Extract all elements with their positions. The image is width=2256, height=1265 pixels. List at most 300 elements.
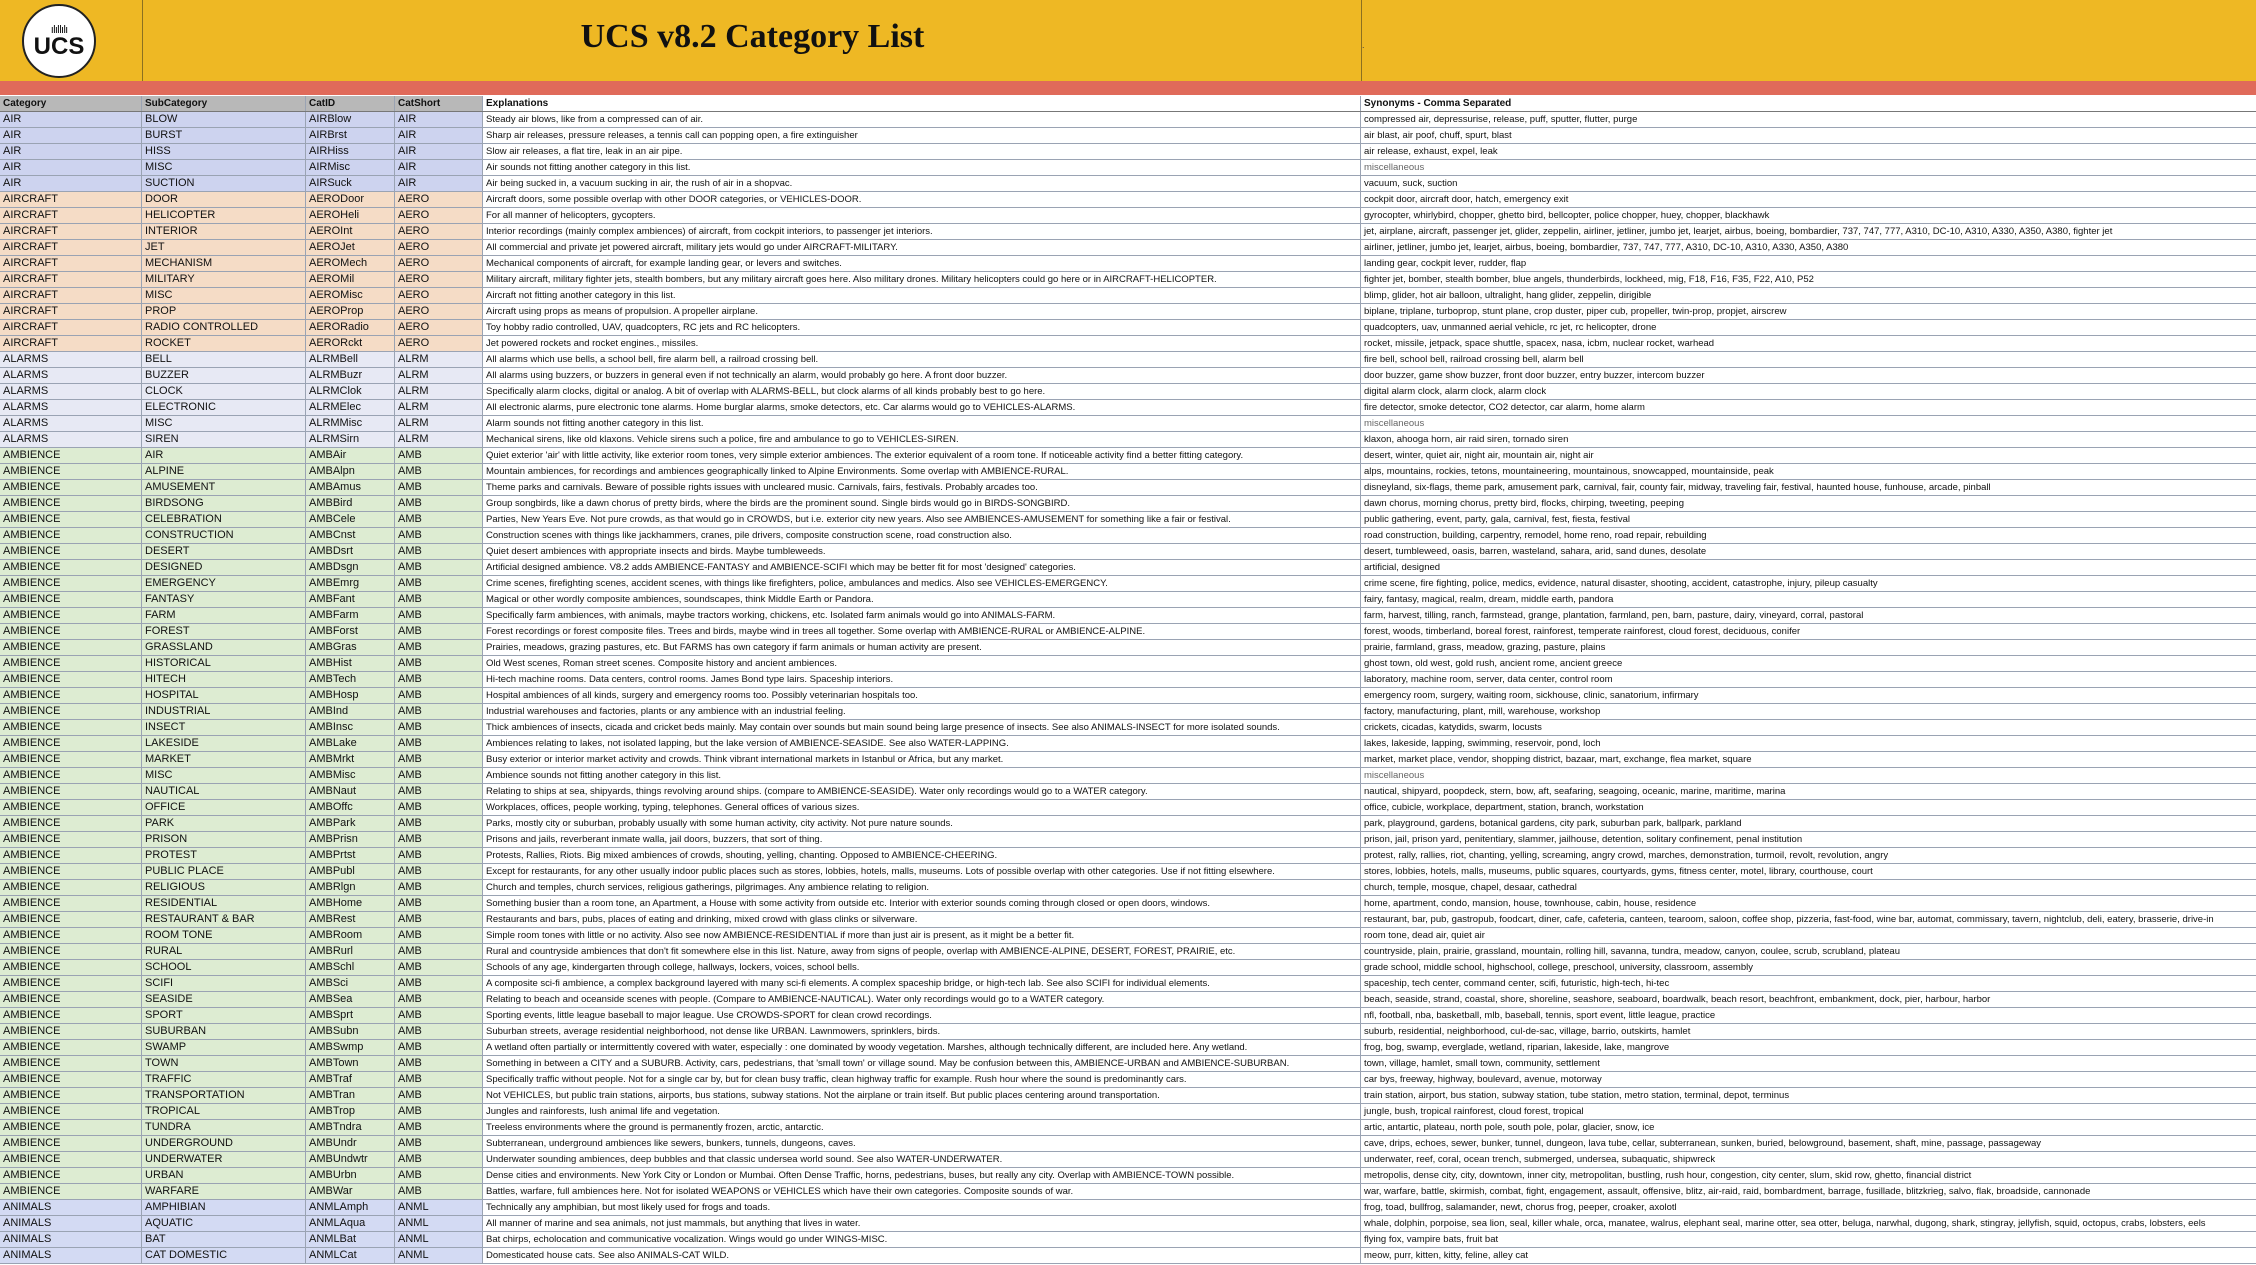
subcategory-cell[interactable]: RESTAURANT & BAR [142, 912, 306, 927]
subcategory-cell[interactable]: BURST [142, 128, 306, 143]
explanation-cell[interactable]: Battles, warfare, full ambiences here. Not for isolated WEAPONS or VEHICLES which have their own categories. Composite sounds of war. [483, 1184, 1361, 1199]
category-cell[interactable]: AMBIENCE [0, 448, 142, 463]
catshort-cell[interactable]: AMB [395, 1056, 483, 1071]
category-cell[interactable]: AMBIENCE [0, 880, 142, 895]
subcategory-cell[interactable]: MISC [142, 768, 306, 783]
explanation-cell[interactable]: Forest recordings or forest composite files. Trees and birds, maybe wind in trees all together. Some overlap with AMBIENCE-RURAL or AMBIENCE-ALPINE. [483, 624, 1361, 639]
catshort-cell[interactable]: AMB [395, 656, 483, 671]
explanation-cell[interactable]: Treeless environments where the ground is permanently frozen, arctic, antarctic. [483, 1120, 1361, 1135]
column-header-subcategory[interactable]: SubCategory [142, 96, 306, 111]
synonyms-cell[interactable]: crime scene, fire fighting, police, medics, evidence, natural disaster, shooting, accident, catastrophe, injury, pileup casualty [1361, 576, 2256, 591]
catshort-cell[interactable]: ANML [395, 1216, 483, 1231]
category-cell[interactable]: AIRCRAFT [0, 320, 142, 335]
explanation-cell[interactable]: Mechanical sirens, like old klaxons. Vehicle sirens such a police, fire and ambulance to go to VEHICLES-SIREN. [483, 432, 1361, 447]
subcategory-cell[interactable]: DESIGNED [142, 560, 306, 575]
category-cell[interactable]: AMBIENCE [0, 464, 142, 479]
catid-cell[interactable]: AMBTran [306, 1088, 395, 1103]
category-cell[interactable]: AIRCRAFT [0, 336, 142, 351]
subcategory-cell[interactable]: CONSTRUCTION [142, 528, 306, 543]
catshort-cell[interactable]: AMB [395, 864, 483, 879]
catid-cell[interactable]: AMBTown [306, 1056, 395, 1071]
synonyms-cell[interactable]: forest, woods, timberland, boreal forest, rainforest, temperate rainforest, cloud forest, deciduous, conifer [1361, 624, 2256, 639]
category-cell[interactable]: AMBIENCE [0, 1040, 142, 1055]
subcategory-cell[interactable]: EMERGENCY [142, 576, 306, 591]
catid-cell[interactable]: AMBEmrg [306, 576, 395, 591]
synonyms-cell[interactable]: lakes, lakeside, lapping, swimming, reservoir, pond, loch [1361, 736, 2256, 751]
catid-cell[interactable]: ANMLCat [306, 1248, 395, 1263]
synonyms-cell[interactable]: office, cubicle, workplace, department, station, branch, workstation [1361, 800, 2256, 815]
catshort-cell[interactable]: AIR [395, 144, 483, 159]
catshort-cell[interactable]: AMB [395, 752, 483, 767]
category-cell[interactable]: AMBIENCE [0, 1024, 142, 1039]
catid-cell[interactable]: ALRMSirn [306, 432, 395, 447]
category-cell[interactable]: AMBIENCE [0, 496, 142, 511]
subcategory-cell[interactable]: RESIDENTIAL [142, 896, 306, 911]
synonyms-cell[interactable]: underwater, reef, coral, ocean trench, submerged, undersea, subaquatic, shipwreck [1361, 1152, 2256, 1167]
catid-cell[interactable]: ANMLBat [306, 1232, 395, 1247]
category-cell[interactable]: AMBIENCE [0, 736, 142, 751]
catshort-cell[interactable]: AMB [395, 576, 483, 591]
catshort-cell[interactable]: AERO [395, 336, 483, 351]
catshort-cell[interactable]: AERO [395, 320, 483, 335]
synonyms-cell[interactable]: artificial, designed [1361, 560, 2256, 575]
synonyms-cell[interactable]: disneyland, six-flags, theme park, amusement park, carnival, fair, county fair, midway, traveling fair, festival, haunted house, funhouse, arcade, pinball [1361, 480, 2256, 495]
catshort-cell[interactable]: AMB [395, 560, 483, 575]
synonyms-cell[interactable]: public gathering, event, party, gala, carnival, fest, fiesta, festival [1361, 512, 2256, 527]
catid-cell[interactable]: AMBAmus [306, 480, 395, 495]
subcategory-cell[interactable]: SIREN [142, 432, 306, 447]
category-cell[interactable]: AMBIENCE [0, 592, 142, 607]
synonyms-cell[interactable]: desert, tumbleweed, oasis, barren, wasteland, sahara, arid, sand dunes, desolate [1361, 544, 2256, 559]
subcategory-cell[interactable]: PRISON [142, 832, 306, 847]
explanation-cell[interactable]: Parties, New Years Eve. Not pure crowds, as that would go in CROWDS, but i.e. exterior city new years. Also see AMBIENCES-AMUSEMENT for something like a fair or festival. [483, 512, 1361, 527]
synonyms-cell[interactable]: emergency room, surgery, waiting room, sickhouse, clinic, sanatorium, infirmary [1361, 688, 2256, 703]
subcategory-cell[interactable]: BIRDSONG [142, 496, 306, 511]
synonyms-cell[interactable]: artic, antartic, plateau, north pole, south pole, polar, glacier, snow, ice [1361, 1120, 2256, 1135]
column-header-category[interactable]: Category [0, 96, 142, 111]
subcategory-cell[interactable]: TRAFFIC [142, 1072, 306, 1087]
explanation-cell[interactable]: Jungles and rainforests, lush animal life and vegetation. [483, 1104, 1361, 1119]
subcategory-cell[interactable]: BLOW [142, 112, 306, 127]
catshort-cell[interactable]: AMB [395, 912, 483, 927]
category-cell[interactable]: AMBIENCE [0, 864, 142, 879]
catid-cell[interactable]: AERODoor [306, 192, 395, 207]
category-cell[interactable]: AMBIENCE [0, 976, 142, 991]
category-cell[interactable]: AMBIENCE [0, 816, 142, 831]
explanation-cell[interactable]: Air being sucked in, a vacuum sucking in air, the rush of air in a shopvac. [483, 176, 1361, 191]
catid-cell[interactable]: AMBHist [306, 656, 395, 671]
subcategory-cell[interactable]: ALPINE [142, 464, 306, 479]
category-cell[interactable]: ALARMS [0, 384, 142, 399]
subcategory-cell[interactable]: UNDERGROUND [142, 1136, 306, 1151]
explanation-cell[interactable]: Simple room tones with little or no activity. Also see now AMBIENCE-RESIDENTIAL if more than just air is present, as it might be a better fit. [483, 928, 1361, 943]
synonyms-cell[interactable]: fairy, fantasy, magical, realm, dream, middle earth, pandora [1361, 592, 2256, 607]
catshort-cell[interactable]: AMB [395, 640, 483, 655]
catid-cell[interactable]: ALRMBell [306, 352, 395, 367]
explanation-cell[interactable]: Relating to ships at sea, shipyards, things revolving around ships. (compare to AMBIENCE-SEASIDE). Water only recordings would go to a WATER category. [483, 784, 1361, 799]
synonyms-cell[interactable]: meow, purr, kitten, kitty, feline, alley cat [1361, 1248, 2256, 1263]
catid-cell[interactable]: AEROInt [306, 224, 395, 239]
synonyms-cell[interactable]: door buzzer, game show buzzer, front door buzzer, entry buzzer, intercom buzzer [1361, 368, 2256, 383]
synonyms-cell[interactable]: room tone, dead air, quiet air [1361, 928, 2256, 943]
synonyms-cell[interactable]: blimp, glider, hot air balloon, ultralight, hang glider, zeppelin, dirigible [1361, 288, 2256, 303]
catshort-cell[interactable]: AMB [395, 672, 483, 687]
catshort-cell[interactable]: AMB [395, 944, 483, 959]
catid-cell[interactable]: AMBInsc [306, 720, 395, 735]
catshort-cell[interactable]: AMB [395, 1136, 483, 1151]
column-header-synonyms[interactable]: Synonyms - Comma Separated [1361, 96, 2256, 111]
subcategory-cell[interactable]: PROP [142, 304, 306, 319]
explanation-cell[interactable]: Not VEHICLES, but public train stations, airports, bus stations, subway stations. Not the airplane or train itself. But public places centering around transportation. [483, 1088, 1361, 1103]
catshort-cell[interactable]: AMB [395, 1008, 483, 1023]
explanation-cell[interactable]: Thick ambiences of insects, cicada and cricket beds mainly. May contain over sounds but main sound being large presence of insects. See also ANIMALS-INSECT for more isolated sounds. [483, 720, 1361, 735]
catid-cell[interactable]: AMBOffc [306, 800, 395, 815]
subcategory-cell[interactable]: TUNDRA [142, 1120, 306, 1135]
subcategory-cell[interactable]: INSECT [142, 720, 306, 735]
explanation-cell[interactable]: Hi-tech machine rooms. Data centers, control rooms. James Bond type lairs. Spaceship interiors. [483, 672, 1361, 687]
catid-cell[interactable]: AMBSubn [306, 1024, 395, 1039]
category-cell[interactable]: ALARMS [0, 352, 142, 367]
catid-cell[interactable]: AMBUndwtr [306, 1152, 395, 1167]
catid-cell[interactable]: AMBLake [306, 736, 395, 751]
category-cell[interactable]: ALARMS [0, 368, 142, 383]
catid-cell[interactable]: AMBTrop [306, 1104, 395, 1119]
subcategory-cell[interactable]: BELL [142, 352, 306, 367]
subcategory-cell[interactable]: GRASSLAND [142, 640, 306, 655]
synonyms-cell[interactable]: war, warfare, battle, skirmish, combat, fight, engagement, assault, offensive, blitz, air-raid, raid, bombardment, barrage, fusillade, blitzkrieg, salvo, flak, broadside, cannonade [1361, 1184, 2256, 1199]
catshort-cell[interactable]: AMB [395, 704, 483, 719]
catshort-cell[interactable]: AMB [395, 528, 483, 543]
catid-cell[interactable]: ALRMMisc [306, 416, 395, 431]
catid-cell[interactable]: AIRMisc [306, 160, 395, 175]
category-cell[interactable]: ANIMALS [0, 1216, 142, 1231]
subcategory-cell[interactable]: PUBLIC PLACE [142, 864, 306, 879]
synonyms-cell[interactable]: car bys, freeway, highway, boulevard, avenue, motorway [1361, 1072, 2256, 1087]
category-cell[interactable]: ALARMS [0, 400, 142, 415]
logo-cell[interactable] [0, 0, 143, 81]
catshort-cell[interactable]: AMB [395, 1088, 483, 1103]
catid-cell[interactable]: AMBMisc [306, 768, 395, 783]
explanation-cell[interactable]: Quiet exterior 'air' with little activity, like exterior room tones, very simple exterior ambiences. The exterior equivalent of a room tone. If noticeable activity find a better fitting category. [483, 448, 1361, 463]
category-cell[interactable]: AMBIENCE [0, 672, 142, 687]
explanation-cell[interactable]: All electronic alarms, pure electronic tone alarms. Home burglar alarms, smoke detectors, etc. Car alarms would go to VEHICLES-ALARMS. [483, 400, 1361, 415]
category-cell[interactable]: AMBIENCE [0, 720, 142, 735]
category-cell[interactable]: AMBIENCE [0, 912, 142, 927]
explanation-cell[interactable]: Old West scenes, Roman street scenes. Composite history and ancient ambiences. [483, 656, 1361, 671]
synonyms-cell[interactable]: market, market place, vendor, shopping district, bazaar, mart, exchange, flea market, square [1361, 752, 2256, 767]
explanation-cell[interactable]: Quiet desert ambiences with appropriate insects and birds. Maybe tumbleweeds. [483, 544, 1361, 559]
category-cell[interactable]: AMBIENCE [0, 1104, 142, 1119]
column-header-catshort[interactable]: CatShort [395, 96, 483, 111]
catid-cell[interactable]: AMBPubl [306, 864, 395, 879]
catshort-cell[interactable]: AMB [395, 1040, 483, 1055]
catshort-cell[interactable]: AMB [395, 848, 483, 863]
catid-cell[interactable]: ANMLAqua [306, 1216, 395, 1231]
synonyms-cell[interactable]: town, village, hamlet, small town, community, settlement [1361, 1056, 2256, 1071]
subcategory-cell[interactable]: AMUSEMENT [142, 480, 306, 495]
category-cell[interactable]: AMBIENCE [0, 784, 142, 799]
explanation-cell[interactable]: Military aircraft, military fighter jets, stealth bombers, but any military aircraft goes here. Also military drones. Military helicopters could go here or in AIRCRAFT-HELICOPTER. [483, 272, 1361, 287]
category-cell[interactable]: AIRCRAFT [0, 272, 142, 287]
synonyms-cell[interactable]: jet, airplane, aircraft, passenger jet, glider, zeppelin, airliner, jetliner, jumbo jet, learjet, airbus, boeing, bombardier, 737, 747, 777, A310, DC-10, A310, A330, A350, A380, fighter jet [1361, 224, 2256, 239]
synonyms-cell[interactable]: frog, bog, swamp, everglade, wetland, riparian, lakeside, lake, mangrove [1361, 1040, 2256, 1055]
subcategory-cell[interactable]: SPORT [142, 1008, 306, 1023]
category-cell[interactable]: AMBIENCE [0, 608, 142, 623]
subcategory-cell[interactable]: TROPICAL [142, 1104, 306, 1119]
subcategory-cell[interactable]: CELEBRATION [142, 512, 306, 527]
subcategory-cell[interactable]: JET [142, 240, 306, 255]
catshort-cell[interactable]: AERO [395, 288, 483, 303]
category-cell[interactable]: AMBIENCE [0, 640, 142, 655]
catshort-cell[interactable]: AMB [395, 688, 483, 703]
synonyms-cell[interactable]: whale, dolphin, porpoise, sea lion, seal, killer whale, orca, manatee, walrus, elephant seal, marine otter, sea otter, beluga, narwhal, dugong, shark, stingray, jellyfish, squid, octopus, crabs, lobsters, eels [1361, 1216, 2256, 1231]
subcategory-cell[interactable]: RADIO CONTROLLED [142, 320, 306, 335]
explanation-cell[interactable]: Restaurants and bars, pubs, places of eating and drinking, mixed crowd with glass clinks or silverware. [483, 912, 1361, 927]
catid-cell[interactable]: AEROJet [306, 240, 395, 255]
explanation-cell[interactable]: Domesticated house cats. See also ANIMALS-CAT WILD. [483, 1248, 1361, 1263]
catid-cell[interactable]: AERORadio [306, 320, 395, 335]
synonyms-cell[interactable]: miscellaneous [1361, 160, 2256, 175]
subcategory-cell[interactable]: HOSPITAL [142, 688, 306, 703]
subcategory-cell[interactable]: AMPHIBIAN [142, 1200, 306, 1215]
catshort-cell[interactable]: AMB [395, 784, 483, 799]
subcategory-cell[interactable]: FANTASY [142, 592, 306, 607]
synonyms-cell[interactable]: gyrocopter, whirlybird, chopper, ghetto bird, bellcopter, police chopper, huey, chopper, blackhawk [1361, 208, 2256, 223]
category-cell[interactable]: AIRCRAFT [0, 240, 142, 255]
explanation-cell[interactable]: Schools of any age, kindergarten through college, hallways, lockers, voices, school bells. [483, 960, 1361, 975]
catid-cell[interactable]: AMBBird [306, 496, 395, 511]
category-cell[interactable]: AIRCRAFT [0, 224, 142, 239]
catshort-cell[interactable]: AMB [395, 832, 483, 847]
explanation-cell[interactable]: Specifically farm ambiences, with animals, maybe tractors working, chickens, etc. Isolated farm animals would go into ANIMALS-FARM. [483, 608, 1361, 623]
synonyms-cell[interactable]: factory, manufacturing, plant, mill, warehouse, workshop [1361, 704, 2256, 719]
explanation-cell[interactable]: Dense cities and environments. New York City or London or Mumbai. Often Dense Traffic, horns, pedestrians, buses, but really any city. Overlap with AMBIENCE-TOWN possible. [483, 1168, 1361, 1183]
synonyms-cell[interactable]: fire detector, smoke detector, CO2 detector, car alarm, home alarm [1361, 400, 2256, 415]
catid-cell[interactable]: ALRMClok [306, 384, 395, 399]
synonyms-cell[interactable]: vacuum, suck, suction [1361, 176, 2256, 191]
synonyms-cell[interactable]: spaceship, tech center, command center, scifi, futuristic, high-tech, hi-tec [1361, 976, 2256, 991]
catid-cell[interactable]: AMBHosp [306, 688, 395, 703]
synonyms-cell[interactable]: cockpit door, aircraft door, hatch, emergency exit [1361, 192, 2256, 207]
catshort-cell[interactable]: AMB [395, 896, 483, 911]
catshort-cell[interactable]: AMB [395, 608, 483, 623]
synonyms-cell[interactable]: prison, jail, prison yard, penitentiary, slammer, jailhouse, detention, solitary confinement, penal institution [1361, 832, 2256, 847]
catshort-cell[interactable]: ALRM [395, 400, 483, 415]
catshort-cell[interactable]: AMB [395, 736, 483, 751]
synonyms-cell[interactable]: frog, toad, bullfrog, salamander, newt, chorus frog, peeper, croaker, axolotl [1361, 1200, 2256, 1215]
category-cell[interactable]: AIRCRAFT [0, 304, 142, 319]
synonyms-cell[interactable]: suburb, residential, neighborhood, cul-de-sac, village, barrio, outskirts, hamlet [1361, 1024, 2256, 1039]
catshort-cell[interactable]: AERO [395, 272, 483, 287]
catshort-cell[interactable]: AERO [395, 224, 483, 239]
explanation-cell[interactable]: Interior recordings (mainly complex ambiences) of aircraft, from cockpit interiors, to passenger jet interiors. [483, 224, 1361, 239]
catid-cell[interactable]: AEROMil [306, 272, 395, 287]
subcategory-cell[interactable]: RURAL [142, 944, 306, 959]
explanation-cell[interactable]: Rural and countryside ambiences that don't fit somewhere else in this list. Nature, away from signs of people, overlap with AMBIENCE-ALPINE, DESERT, FOREST, PRAIRIE, etc. [483, 944, 1361, 959]
catshort-cell[interactable]: AIR [395, 128, 483, 143]
category-cell[interactable]: AMBIENCE [0, 768, 142, 783]
explanation-cell[interactable]: Crime scenes, firefighting scenes, accident scenes, with things like firefighters, police, ambulances and medics. Also see VEHICLES-EMERGENCY. [483, 576, 1361, 591]
catid-cell[interactable]: AMBGras [306, 640, 395, 655]
explanation-cell[interactable]: Aircraft using props as means of propulsion. A propeller airplane. [483, 304, 1361, 319]
subcategory-cell[interactable]: SWAMP [142, 1040, 306, 1055]
catid-cell[interactable]: ALRMBuzr [306, 368, 395, 383]
synonyms-cell[interactable]: miscellaneous [1361, 416, 2256, 431]
subcategory-cell[interactable]: DESERT [142, 544, 306, 559]
subcategory-cell[interactable]: WARFARE [142, 1184, 306, 1199]
catshort-cell[interactable]: AERO [395, 208, 483, 223]
catid-cell[interactable]: AMBFarm [306, 608, 395, 623]
catid-cell[interactable]: AEROHeli [306, 208, 395, 223]
category-cell[interactable]: AMBIENCE [0, 1168, 142, 1183]
catshort-cell[interactable]: ALRM [395, 352, 483, 367]
subcategory-cell[interactable]: SUBURBAN [142, 1024, 306, 1039]
catid-cell[interactable]: AMBCele [306, 512, 395, 527]
explanation-cell[interactable]: Something busier than a room tone, an Apartment, a House with some activity from outside etc. Interior with exterior sounds coming through closed or open doors, windows. [483, 896, 1361, 911]
explanation-cell[interactable]: Artificial designed ambience. V8.2 adds AMBIENCE-FANTASY and AMBIENCE-SCIFI which may be better fit for most 'designed' categories. [483, 560, 1361, 575]
subcategory-cell[interactable]: UNDERWATER [142, 1152, 306, 1167]
category-cell[interactable]: AMBIENCE [0, 1152, 142, 1167]
catid-cell[interactable]: AMBDsgn [306, 560, 395, 575]
catid-cell[interactable]: AIRHiss [306, 144, 395, 159]
catshort-cell[interactable]: AIR [395, 160, 483, 175]
category-cell[interactable]: AMBIENCE [0, 752, 142, 767]
catshort-cell[interactable]: AMB [395, 976, 483, 991]
subcategory-cell[interactable]: HELICOPTER [142, 208, 306, 223]
catshort-cell[interactable]: AMB [395, 592, 483, 607]
category-cell[interactable]: AMBIENCE [0, 832, 142, 847]
explanation-cell[interactable]: Hospital ambiences of all kinds, surgery and emergency rooms too. Possibly veterinarian hospitals too. [483, 688, 1361, 703]
catshort-cell[interactable]: ANML [395, 1200, 483, 1215]
catid-cell[interactable]: AMBPrtst [306, 848, 395, 863]
explanation-cell[interactable]: Underwater sounding ambiences, deep bubbles and that classic undersea world sound. See also WATER-UNDERWATER. [483, 1152, 1361, 1167]
subcategory-cell[interactable]: SUCTION [142, 176, 306, 191]
subcategory-cell[interactable]: PARK [142, 816, 306, 831]
synonyms-cell[interactable]: beach, seaside, strand, coastal, shore, shoreline, seashore, seaboard, boardwalk, beach resort, beachfront, embankment, dock, pier, harbour, harbor [1361, 992, 2256, 1007]
category-cell[interactable]: AMBIENCE [0, 528, 142, 543]
catshort-cell[interactable]: ALRM [395, 432, 483, 447]
subcategory-cell[interactable]: ELECTRONIC [142, 400, 306, 415]
subcategory-cell[interactable]: BAT [142, 1232, 306, 1247]
subcategory-cell[interactable]: AQUATIC [142, 1216, 306, 1231]
catid-cell[interactable]: AMBForst [306, 624, 395, 639]
explanation-cell[interactable]: Theme parks and carnivals. Beware of possible rights issues with uncleared music. Carnivals, fairs, festivals. Probably arcades too. [483, 480, 1361, 495]
explanation-cell[interactable]: Construction scenes with things like jackhammers, cranes, pile drivers, composite construction scene, road construction also. [483, 528, 1361, 543]
synonyms-cell[interactable]: air blast, air poof, chuff, spurt, blast [1361, 128, 2256, 143]
category-cell[interactable]: AMBIENCE [0, 896, 142, 911]
catshort-cell[interactable]: AMB [395, 1168, 483, 1183]
explanation-cell[interactable]: Mountain ambiences, for recordings and ambiences geographically linked to Alpine Environments. Some overlap with AMBIENCE-RURAL. [483, 464, 1361, 479]
catid-cell[interactable]: AMBUndr [306, 1136, 395, 1151]
synonyms-cell[interactable]: nautical, shipyard, poopdeck, stern, bow, aft, seafaring, seagoing, oceanic, marine, maritime, marina [1361, 784, 2256, 799]
subcategory-cell[interactable]: NAUTICAL [142, 784, 306, 799]
catshort-cell[interactable]: ALRM [395, 384, 483, 399]
catshort-cell[interactable]: AMB [395, 960, 483, 975]
category-cell[interactable]: AIR [0, 112, 142, 127]
catid-cell[interactable]: AMBFant [306, 592, 395, 607]
catshort-cell[interactable]: AMB [395, 496, 483, 511]
catshort-cell[interactable]: AMB [395, 544, 483, 559]
synonyms-cell[interactable]: rocket, missile, jetpack, space shuttle, spacex, nasa, icbm, nuclear rocket, warhead [1361, 336, 2256, 351]
explanation-cell[interactable]: A wetland often partially or intermittently covered with water, especially : one dominated by woody vegetation. Marshes, although technically different, are included here. Any wetland. [483, 1040, 1361, 1055]
synonyms-cell[interactable]: prairie, farmland, grass, meadow, grazing, pasture, plains [1361, 640, 2256, 655]
catid-cell[interactable]: ANMLAmph [306, 1200, 395, 1215]
catid-cell[interactable]: AMBPrisn [306, 832, 395, 847]
synonyms-cell[interactable]: alps, mountains, rockies, tetons, mountaineering, mountainous, snowcapped, mountainside, peak [1361, 464, 2256, 479]
category-cell[interactable]: ANIMALS [0, 1200, 142, 1215]
synonyms-cell[interactable]: train station, airport, bus station, subway station, tube station, metro station, terminal, depot, terminus [1361, 1088, 2256, 1103]
explanation-cell[interactable]: Church and temples, church services, religious gatherings, pilgrimages. Any ambience relating to religion. [483, 880, 1361, 895]
catid-cell[interactable]: AMBSwmp [306, 1040, 395, 1055]
synonyms-cell[interactable]: klaxon, ahooga horn, air raid siren, tornado siren [1361, 432, 2256, 447]
catshort-cell[interactable]: AMB [395, 1104, 483, 1119]
category-cell[interactable]: AMBIENCE [0, 576, 142, 591]
explanation-cell[interactable]: Ambience sounds not fitting another category in this list. [483, 768, 1361, 783]
subcategory-cell[interactable]: FARM [142, 608, 306, 623]
explanation-cell[interactable]: Except for restaurants, for any other usually indoor public places such as stores, lobbies, hotels, malls, museums. Lots of possible overlap with other categories. Use if not fitting elsewhere. [483, 864, 1361, 879]
catshort-cell[interactable]: AMB [395, 480, 483, 495]
catshort-cell[interactable]: AIR [395, 176, 483, 191]
catid-cell[interactable]: AMBRlgn [306, 880, 395, 895]
category-cell[interactable]: AMBIENCE [0, 848, 142, 863]
synonyms-cell[interactable]: restaurant, bar, pub, gastropub, foodcart, diner, cafe, cafeteria, canteen, tearoom, saloon, coffee shop, pizzeria, fast-food, wine bar, automat, commissary, tavern, nightclub, deli, eatery, brasserie, drive-in [1361, 912, 2256, 927]
catshort-cell[interactable]: AMB [395, 928, 483, 943]
explanation-cell[interactable]: Aircraft not fitting another category in this list. [483, 288, 1361, 303]
category-cell[interactable]: AMBIENCE [0, 704, 142, 719]
subcategory-cell[interactable]: RELIGIOUS [142, 880, 306, 895]
explanation-cell[interactable]: Ambiences relating to lakes, not isolated lapping, but the lake version of AMBIENCE-SEASIDE. See also WATER-LAPPING. [483, 736, 1361, 751]
catid-cell[interactable]: AMBWar [306, 1184, 395, 1199]
catshort-cell[interactable]: AMB [395, 1024, 483, 1039]
catid-cell[interactable]: AMBAir [306, 448, 395, 463]
synonyms-cell[interactable]: dawn chorus, morning chorus, pretty bird, flocks, chirping, tweeting, peeping [1361, 496, 2256, 511]
subcategory-cell[interactable]: INTERIOR [142, 224, 306, 239]
catid-cell[interactable]: AMBTech [306, 672, 395, 687]
category-cell[interactable]: AMBIENCE [0, 560, 142, 575]
synonyms-cell[interactable]: home, apartment, condo, mansion, house, townhouse, cabin, house, residence [1361, 896, 2256, 911]
subcategory-cell[interactable]: DOOR [142, 192, 306, 207]
category-cell[interactable]: AIRCRAFT [0, 256, 142, 271]
subcategory-cell[interactable]: OFFICE [142, 800, 306, 815]
catshort-cell[interactable]: AERO [395, 304, 483, 319]
catshort-cell[interactable]: ALRM [395, 368, 483, 383]
explanation-cell[interactable]: Air sounds not fitting another category in this list. [483, 160, 1361, 175]
subcategory-cell[interactable]: HISS [142, 144, 306, 159]
catid-cell[interactable]: AMBSea [306, 992, 395, 1007]
category-cell[interactable]: ANIMALS [0, 1232, 142, 1247]
category-cell[interactable]: ALARMS [0, 416, 142, 431]
explanation-cell[interactable]: Protests, Rallies, Riots. Big mixed ambiences of crowds, shouting, yelling, chanting. Opposed to AMBIENCE-CHEERING. [483, 848, 1361, 863]
catshort-cell[interactable]: AMB [395, 1152, 483, 1167]
category-cell[interactable]: AMBIENCE [0, 928, 142, 943]
catshort-cell[interactable]: ANML [395, 1232, 483, 1247]
explanation-cell[interactable]: All commercial and private jet powered aircraft, military jets would go under AIRCRAFT-MILITARY. [483, 240, 1361, 255]
explanation-cell[interactable]: Parks, mostly city or suburban, probably usually with some human activity, city activity. Not pure nature sounds. [483, 816, 1361, 831]
column-header-explanations[interactable]: Explanations [483, 96, 1361, 111]
explanation-cell[interactable]: For all manner of helicopters, gycopters. [483, 208, 1361, 223]
category-cell[interactable]: AMBIENCE [0, 800, 142, 815]
explanation-cell[interactable]: Group songbirds, like a dawn chorus of pretty birds, where the birds are the prominent sound. Single birds would go in BIRDS-SONGBIRD. [483, 496, 1361, 511]
catshort-cell[interactable]: AMB [395, 1072, 483, 1087]
catid-cell[interactable]: AEROMisc [306, 288, 395, 303]
category-cell[interactable]: AMBIENCE [0, 1072, 142, 1087]
category-cell[interactable]: AIR [0, 176, 142, 191]
catshort-cell[interactable]: AMB [395, 992, 483, 1007]
explanation-cell[interactable]: Steady air blows, like from a compressed can of air. [483, 112, 1361, 127]
category-cell[interactable]: AMBIENCE [0, 1088, 142, 1103]
catid-cell[interactable]: AIRSuck [306, 176, 395, 191]
synonyms-cell[interactable]: countryside, plain, prairie, grassland, mountain, rolling hill, savanna, tundra, meadow, canyon, coulee, scrub, scrubland, plateau [1361, 944, 2256, 959]
